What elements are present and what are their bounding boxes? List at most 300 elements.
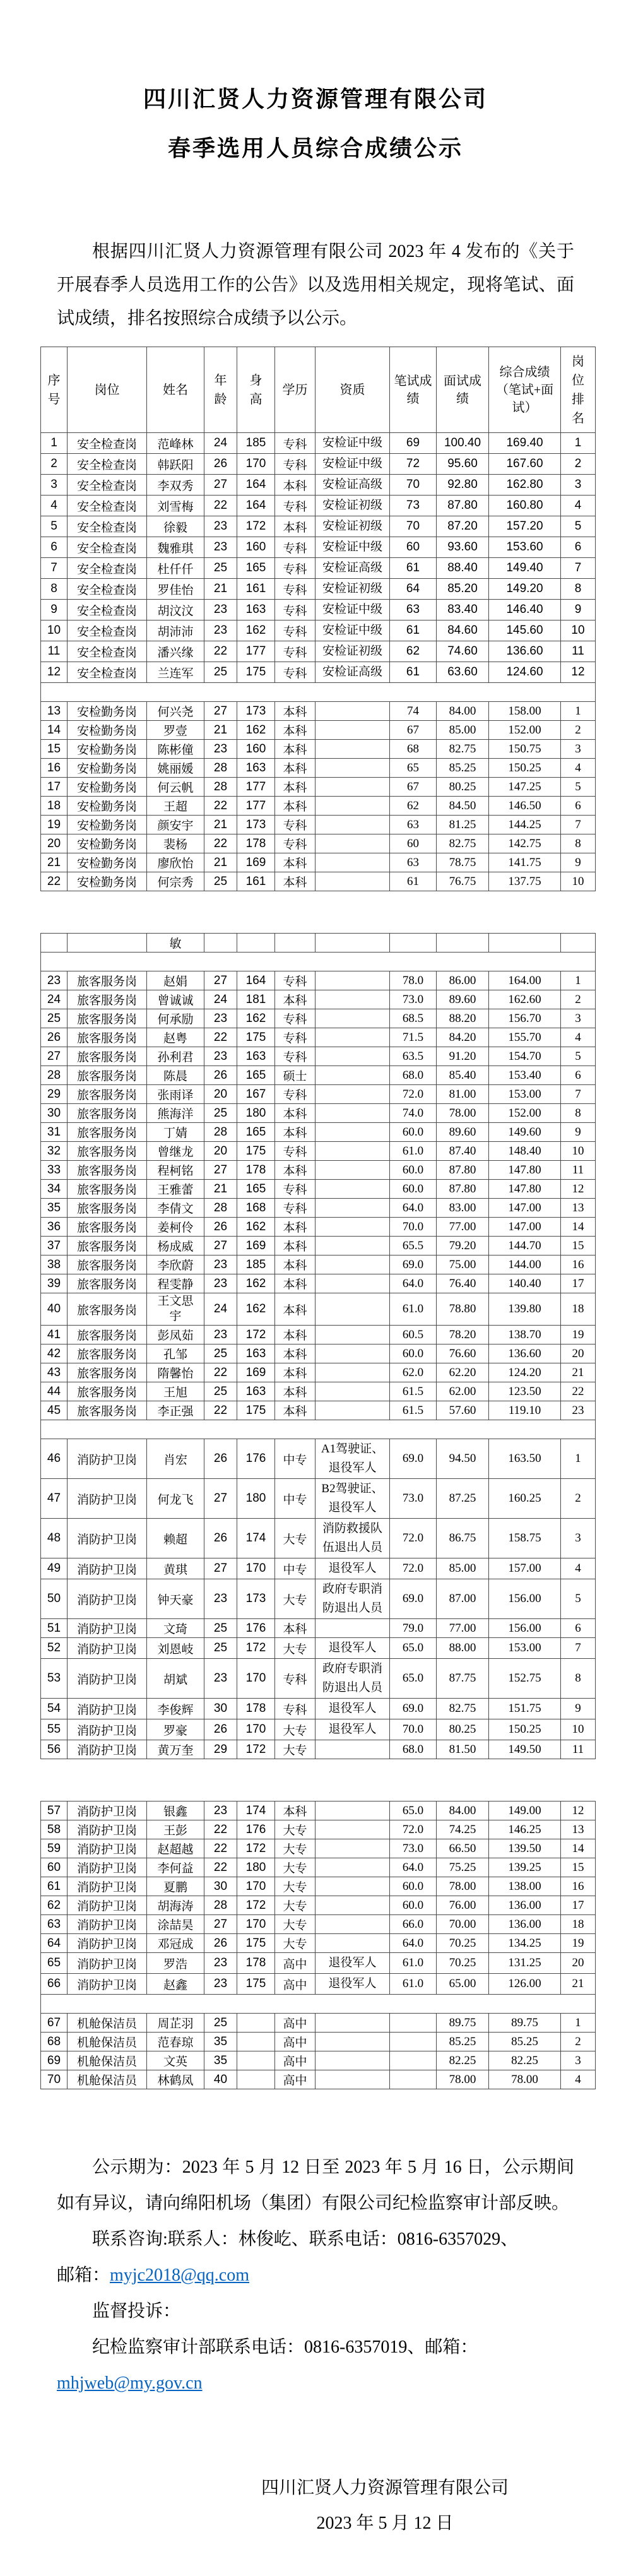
table-cell: 175 (237, 1028, 275, 1047)
table-cell: 6 (561, 797, 596, 816)
table-cell: 王旭 (147, 1382, 204, 1401)
table-cell: 78.0 (390, 971, 437, 990)
table-row (41, 834, 596, 853)
table-cell: 5 (561, 1047, 596, 1066)
table-cell (316, 740, 390, 759)
table-cell: 60.5 (390, 1326, 437, 1344)
table-cell: 39 (41, 1274, 68, 1293)
table-row (41, 816, 596, 834)
table-cell: 24 (204, 1293, 237, 1326)
table-cell: 165 (237, 558, 275, 579)
table-cell: 消防护卫岗 (68, 1896, 147, 1915)
table-cell: 曾诚诚 (147, 990, 204, 1009)
table-cell: 刘恩岐 (147, 1638, 204, 1659)
table-cell: 杜仟仟 (147, 558, 204, 579)
table-cell: 李欣蔚 (147, 1255, 204, 1274)
table-cell: 27 (204, 475, 237, 496)
table-cell: 63.5 (390, 1047, 437, 1066)
table-cell: 164 (237, 971, 275, 990)
table-cell: 30 (41, 1104, 68, 1123)
table-row (41, 1519, 596, 1558)
table-cell (316, 1180, 390, 1199)
table-cell: 专科 (275, 1047, 316, 1066)
table-cell: 87.80 (437, 1180, 489, 1199)
table-cell: 63 (390, 600, 437, 620)
table-cell: 172 (237, 1740, 275, 1759)
table-cell: 专科 (275, 620, 316, 641)
table-cell (316, 778, 390, 797)
table-cell: 69.0 (390, 1699, 437, 1719)
table-cell: 40 (41, 1293, 68, 1326)
table-cell: 134.25 (489, 1934, 561, 1953)
table-cell: 164.00 (489, 971, 561, 990)
table-cell: 72 (390, 454, 437, 475)
table-cell: 安检勤务岗 (68, 816, 147, 834)
table-cell: 消防护卫岗 (68, 1479, 147, 1519)
table-cell: 162 (237, 1274, 275, 1293)
table-cell: 163 (237, 1047, 275, 1066)
table-cell (316, 1801, 390, 1820)
table-cell: 24 (204, 433, 237, 454)
table-cell: 夏鹏 (147, 1877, 204, 1896)
table-cell: 旅客服务岗 (68, 1326, 147, 1344)
table-cell: 消防护卫岗 (68, 1839, 147, 1858)
table-cell: 本科 (275, 702, 316, 721)
table-cell: 中专 (275, 1558, 316, 1579)
table-row (41, 1066, 596, 1085)
table-cell: 65.5 (390, 1237, 437, 1255)
table-cell: 专科 (275, 454, 316, 475)
header-cell: 姓名 (147, 347, 204, 433)
table-cell: 139.25 (489, 1858, 561, 1877)
table-cell: 60.0 (390, 1877, 437, 1896)
contact-paragraph (57, 2221, 574, 2293)
table-cell: 1 (561, 1439, 596, 1479)
table-cell: 安检证初级 (316, 641, 390, 662)
table-cell: 3 (561, 1009, 596, 1028)
table-cell (316, 1896, 390, 1915)
table-cell: 旅客服务岗 (68, 1363, 147, 1382)
table-cell: 131.25 (489, 1953, 561, 1974)
table-cell (390, 934, 437, 953)
table-row (41, 2014, 596, 2033)
table-cell: 83.00 (437, 1199, 489, 1218)
table-row (41, 1363, 596, 1382)
table-cell: 82.75 (437, 834, 489, 853)
table-cell: 147.00 (489, 1199, 561, 1218)
score-table (40, 933, 596, 1759)
table-cell: 32 (41, 1142, 68, 1161)
table-cell: 20 (41, 834, 68, 853)
signature-block (246, 2471, 524, 2541)
table-row (41, 1199, 596, 1218)
table-row (41, 2033, 596, 2051)
table-cell: 陈彬僮 (147, 740, 204, 759)
table-cell: 8 (561, 579, 596, 600)
table-cell: 27 (41, 1047, 68, 1066)
table-cell: 大专 (275, 1719, 316, 1740)
table-cell: 66.0 (390, 1915, 437, 1934)
table-cell: 78.00 (437, 1104, 489, 1123)
table-row (41, 1953, 596, 1974)
table-cell: 27 (204, 971, 237, 990)
table-cell: 153.60 (489, 537, 561, 558)
table-cell: 安全检查岗 (68, 558, 147, 579)
table-cell (316, 1858, 390, 1877)
table-cell: 160.80 (489, 496, 561, 516)
table-cell: 兰连军 (147, 662, 204, 683)
table-cell: 7 (561, 558, 596, 579)
table-cell (316, 2014, 390, 2033)
table-cell: 2 (561, 990, 596, 1009)
table-cell: 消防救援队伍退出人员 (316, 1519, 390, 1558)
table-row (41, 1439, 596, 1479)
table-cell: 72.0 (390, 1519, 437, 1558)
table-cell: 63.60 (437, 662, 489, 683)
table-row (41, 1104, 596, 1123)
table-row (41, 1479, 596, 1519)
table-cell: 162 (237, 620, 275, 641)
table-cell: 16 (561, 1877, 596, 1896)
table-cell: 153.40 (489, 1066, 561, 1085)
table-cell: 74 (390, 702, 437, 721)
table-cell: 172 (237, 1326, 275, 1344)
table-cell: 61.5 (390, 1382, 437, 1401)
table-cell: 167.60 (489, 454, 561, 475)
table-cell: 69.0 (390, 1579, 437, 1619)
spacer-cell (41, 1420, 596, 1439)
table-cell: 本科 (275, 721, 316, 740)
table-cell: 旅客服务岗 (68, 1382, 147, 1401)
table-cell: 64.0 (390, 1274, 437, 1293)
table-cell: 70.00 (437, 1915, 489, 1934)
table-cell: 156.00 (489, 1619, 561, 1638)
table-cell: 165 (237, 1180, 275, 1199)
table-cell: 1 (561, 2014, 596, 2033)
table-cell: 25 (204, 1104, 237, 1123)
table-cell: 22 (204, 1858, 237, 1877)
supervision-email-link[interactable]: mhjweb@my.gov.cn (57, 2373, 203, 2393)
table-cell: 4 (561, 1558, 596, 1579)
table-cell: 曾继龙 (147, 1142, 204, 1161)
table-cell: 大专 (275, 1858, 316, 1877)
table-cell: 7 (561, 1638, 596, 1659)
table-cell: 专科 (275, 433, 316, 454)
table-cell (237, 934, 275, 953)
table-cell: 邓冠成 (147, 1934, 204, 1953)
table-cell: 11 (561, 641, 596, 662)
table-cell: 4 (561, 2070, 596, 2089)
table-cell: 政府专职消防退出人员 (316, 1579, 390, 1619)
table-cell: 65 (41, 1953, 68, 1974)
table-cell: 62.20 (437, 1363, 489, 1382)
table-cell: 65.00 (437, 1974, 489, 1995)
table-cell: 安检证中级 (316, 433, 390, 454)
footer-text (57, 2149, 574, 2401)
table-cell: 61.5 (390, 1401, 437, 1420)
table-cell: 专科 (275, 1699, 316, 1719)
table-cell: 70.0 (390, 1719, 437, 1740)
table-row (41, 740, 596, 759)
table-row (41, 641, 596, 662)
table-row (41, 1382, 596, 1401)
table-cell: 177 (237, 797, 275, 816)
table-cell: 高中 (275, 2051, 316, 2070)
contact-email-link[interactable]: myjc2018@qq.com (110, 2265, 249, 2285)
table-cell: 164 (237, 496, 275, 516)
table-cell: 154.70 (489, 1047, 561, 1066)
table-cell: 149.40 (489, 558, 561, 579)
table-cell (316, 990, 390, 1009)
table-cell: 85.00 (437, 1558, 489, 1579)
table-cell: 20 (561, 1953, 596, 1974)
table-cell: 罗壹 (147, 721, 204, 740)
table-cell: 退役军人 (316, 1719, 390, 1740)
table-cell: 23 (204, 600, 237, 620)
table-cell: 84.00 (437, 702, 489, 721)
table-row (41, 990, 596, 1009)
table-cell: 3 (561, 740, 596, 759)
table-cell: 消防护卫岗 (68, 1579, 147, 1619)
table-cell: 大专 (275, 1820, 316, 1839)
table-cell: 147.80 (489, 1180, 561, 1199)
table-cell: 162 (237, 721, 275, 740)
table-cell: 30 (204, 1699, 237, 1719)
table-cell: 何云帆 (147, 778, 204, 797)
table-cell: 张雨译 (147, 1085, 204, 1104)
table-cell: 87.40 (437, 1142, 489, 1161)
table-cell: 范春琼 (147, 2033, 204, 2051)
table-cell: 王彭 (147, 1820, 204, 1839)
table-cell: 61.0 (390, 1953, 437, 1974)
table-cell: 61 (390, 558, 437, 579)
table-cell: 赖超 (147, 1519, 204, 1558)
table-cell (275, 934, 316, 953)
table-cell: 王超 (147, 797, 204, 816)
table-cell: 8 (561, 834, 596, 853)
table-cell: 62 (390, 641, 437, 662)
table-cell: 73.0 (390, 1479, 437, 1519)
table-cell: 158.00 (489, 702, 561, 721)
table-cell: 裴杨 (147, 834, 204, 853)
header-cell: 岗位排名 (561, 347, 596, 433)
table-cell: 61 (41, 1877, 68, 1896)
table-cell: 安检证初级 (316, 516, 390, 537)
table-row (41, 1699, 596, 1719)
table-cell: 退役军人 (316, 1638, 390, 1659)
table-cell: 敏 (147, 934, 204, 953)
table-cell: 胡海涛 (147, 1896, 204, 1915)
table-cell: 安检证高级 (316, 475, 390, 496)
table-cell (316, 1877, 390, 1896)
table-cell: 73.0 (390, 1839, 437, 1858)
table-cell: 23 (204, 1274, 237, 1293)
table-cell: 2 (561, 2033, 596, 2051)
table-cell: 旅客服务岗 (68, 1180, 147, 1199)
table-row (41, 934, 596, 953)
table-cell: 149.60 (489, 1123, 561, 1142)
table-cell: 63 (390, 853, 437, 872)
table-cell: 170 (237, 1719, 275, 1740)
table-cell: 170 (237, 1915, 275, 1934)
table-cell: 安全检查岗 (68, 496, 147, 516)
table-cell (316, 1104, 390, 1123)
supervision-label: 监督投诉： (92, 2301, 181, 2321)
table-cell: 21 (204, 721, 237, 740)
table-cell: 高中 (275, 2070, 316, 2089)
table-cell: 4 (41, 496, 68, 516)
table-cell: 165 (237, 1123, 275, 1142)
table-cell: 175 (237, 1934, 275, 1953)
table-cell (316, 1255, 390, 1274)
table-cell: 旅客服务岗 (68, 1199, 147, 1218)
table-cell: 专科 (275, 1180, 316, 1199)
table-cell: 41 (41, 1326, 68, 1344)
table-cell: 85.25 (437, 2033, 489, 2051)
table-cell: 10 (41, 620, 68, 641)
table-cell: 25 (204, 1619, 237, 1638)
table-cell: 51 (41, 1619, 68, 1638)
table-cell: 161 (237, 872, 275, 891)
table-cell: 80.25 (437, 1719, 489, 1740)
table-cell: 68.5 (390, 1009, 437, 1028)
table-cell: 11 (561, 1161, 596, 1180)
table-cell: 28 (204, 1199, 237, 1218)
table-cell: 26 (204, 1519, 237, 1558)
table-cell: 何龙飞 (147, 1479, 204, 1519)
table-cell: 87.00 (437, 1579, 489, 1619)
table-row (41, 1293, 596, 1326)
table-cell (316, 1363, 390, 1382)
table-cell: 87.80 (437, 496, 489, 516)
table-cell: 旅客服务岗 (68, 971, 147, 990)
table-cell: 67 (41, 2014, 68, 2033)
table-cell: 164 (237, 475, 275, 496)
table-cell: 161 (237, 579, 275, 600)
table-cell: 2 (561, 721, 596, 740)
table-cell (316, 1009, 390, 1028)
table-cell: 17 (561, 1896, 596, 1915)
table-cell: 26 (204, 1719, 237, 1740)
table-cell: 23 (204, 1953, 237, 1974)
table-cell: 9 (561, 1123, 596, 1142)
table-cell: 6 (41, 537, 68, 558)
table-cell: 22 (204, 1820, 237, 1839)
table-cell: 152.00 (489, 721, 561, 740)
table-cell: 20 (561, 1344, 596, 1363)
table-row (41, 1558, 596, 1579)
table-cell (316, 1293, 390, 1326)
table-cell: 146.40 (489, 600, 561, 620)
table-cell: 罗佳怡 (147, 579, 204, 600)
table-cell: 172 (237, 1896, 275, 1915)
table-cell: 81.50 (437, 1740, 489, 1759)
table-cell: 176 (237, 1820, 275, 1839)
table-cell: 黄琪 (147, 1558, 204, 1579)
table-cell: 10 (561, 1719, 596, 1740)
table-cell: 176 (237, 1439, 275, 1479)
tables (0, 347, 631, 2089)
header-cell: 面试成绩 (437, 347, 489, 433)
table-cell: 89.60 (437, 1123, 489, 1142)
table-cell: 25 (204, 1344, 237, 1363)
table-cell: 151.75 (489, 1699, 561, 1719)
table-cell: 21 (41, 853, 68, 872)
table-cell: 23 (204, 740, 237, 759)
table-cell: 刘雪梅 (147, 496, 204, 516)
table-cell: 专科 (275, 1009, 316, 1028)
table-cell: 68.0 (390, 1740, 437, 1759)
table-cell: 82.75 (437, 1699, 489, 1719)
title-line-2: 春季选用人员综合成绩公示 (167, 136, 463, 161)
table-cell (390, 2051, 437, 2070)
table-cell: 85.40 (437, 1066, 489, 1085)
table-cell (316, 2070, 390, 2089)
table-cell: 26 (204, 1218, 237, 1237)
table-cell: 安检勤务岗 (68, 872, 147, 891)
table-cell: 175 (237, 1142, 275, 1161)
table-cell: 25 (204, 872, 237, 891)
table-cell: 安全检查岗 (68, 475, 147, 496)
table-cell: 安检勤务岗 (68, 702, 147, 721)
table-cell: 78.75 (437, 853, 489, 872)
table-cell: 76.75 (437, 872, 489, 891)
table-cell: 93.60 (437, 537, 489, 558)
table-cell: 12 (561, 1180, 596, 1199)
table-cell: 81.00 (437, 1085, 489, 1104)
table-cell: 27 (204, 1161, 237, 1180)
table-cell: 硕士 (275, 1066, 316, 1085)
table-cell: 84.50 (437, 797, 489, 816)
table-cell: 77.00 (437, 1218, 489, 1237)
table-cell: 62.0 (390, 1363, 437, 1382)
table-cell: 66.50 (437, 1839, 489, 1858)
table-cell: 大专 (275, 1579, 316, 1619)
table-cell: 175 (237, 662, 275, 683)
table-cell: 本科 (275, 1293, 316, 1326)
table-cell: 21 (204, 579, 237, 600)
table-cell: 安检证中级 (316, 537, 390, 558)
table-cell: 28 (41, 1066, 68, 1085)
table-cell: 57 (41, 1801, 68, 1820)
table-cell: 7 (561, 816, 596, 834)
table-cell: 139.50 (489, 1839, 561, 1858)
table-cell: 2 (561, 454, 596, 475)
table-cell: 85.25 (489, 2033, 561, 2051)
table-cell: 5 (561, 516, 596, 537)
table-cell: 消防护卫岗 (68, 1719, 147, 1740)
table-cell: 78.00 (489, 2070, 561, 2089)
table-row (41, 1619, 596, 1638)
table-cell: 162 (237, 1293, 275, 1326)
table-cell: 安全检查岗 (68, 662, 147, 683)
table-cell: 77.00 (437, 1619, 489, 1638)
table-cell: 安检勤务岗 (68, 778, 147, 797)
table-cell: 隋馨怡 (147, 1363, 204, 1382)
table-cell: 177 (237, 778, 275, 797)
table-cell: 92.80 (437, 475, 489, 496)
table-cell: 安全检查岗 (68, 641, 147, 662)
table-cell (489, 934, 561, 953)
table-cell (316, 872, 390, 891)
table-cell: 消防护卫岗 (68, 1619, 147, 1638)
table-cell: 170 (237, 1659, 275, 1699)
table-cell: B2驾驶证、退役军人 (316, 1479, 390, 1519)
table-cell (316, 1326, 390, 1344)
table-cell: 40 (204, 2070, 237, 2089)
table-cell: 30 (204, 1877, 237, 1896)
table-cell: 167 (237, 1085, 275, 1104)
